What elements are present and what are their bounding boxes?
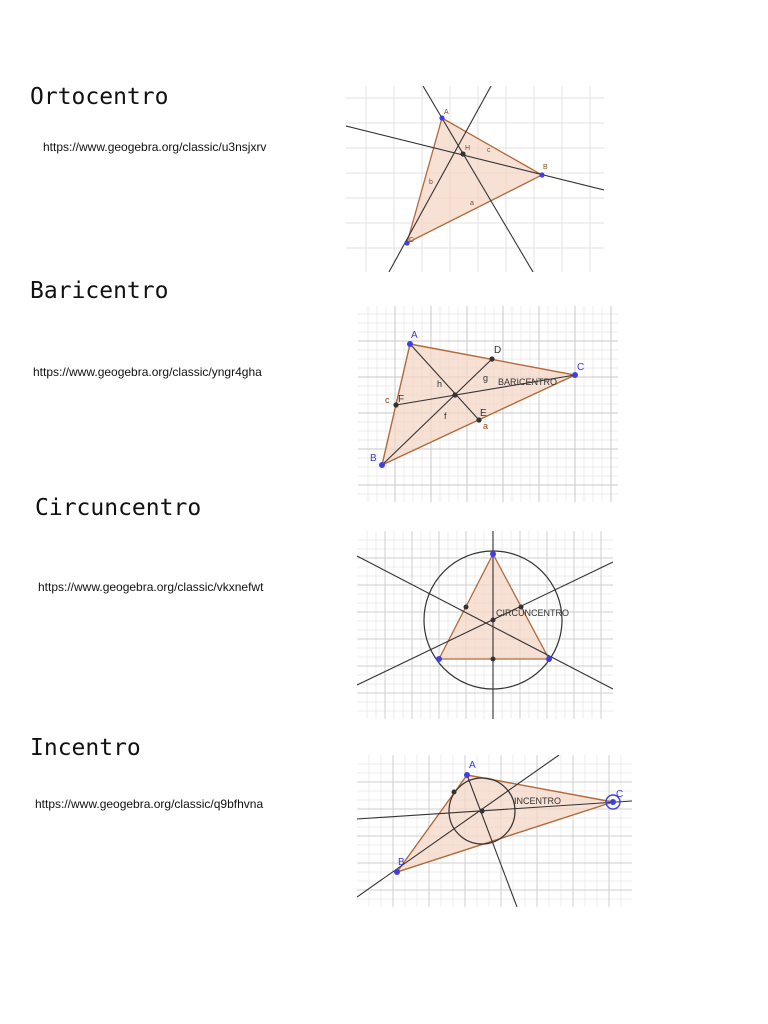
point-b[interactable]: [539, 172, 544, 177]
point-a[interactable]: [464, 772, 470, 778]
label-f-median: f: [444, 411, 447, 421]
triangle: [382, 344, 575, 465]
link-circuncentro[interactable]: https://www.geogebra.org/classic/vkxnefwt: [38, 580, 264, 594]
section-title-ortocentro: Ortocentro: [30, 84, 169, 110]
point-b[interactable]: [379, 462, 385, 468]
point-top[interactable]: [490, 551, 496, 557]
label-g-median: g: [483, 373, 489, 383]
circumcenter-tag: CIRCUNCENTRO: [496, 608, 569, 618]
section-title-baricentro: Baricentro: [30, 278, 169, 304]
incenter-point[interactable]: [479, 808, 484, 813]
ortocentro-graph: [346, 86, 604, 272]
label-b: B: [398, 857, 405, 868]
midpoint-base[interactable]: [491, 657, 496, 662]
label-c: C: [616, 789, 624, 800]
circuncentro-graph: [357, 531, 613, 719]
incentro-graph: [357, 755, 632, 907]
link-incentro[interactable]: https://www.geogebra.org/classic/q9bfhvna: [35, 797, 264, 811]
point-left[interactable]: [436, 656, 442, 662]
label-side-c: c: [487, 147, 491, 154]
figure-baricentro: [358, 306, 618, 502]
triangle: [439, 554, 549, 659]
link-baricentro[interactable]: https://www.geogebra.org/classic/yngr4gha: [33, 365, 262, 379]
label-b: B: [370, 453, 377, 464]
label-e: E: [480, 408, 487, 419]
tangent-point[interactable]: [452, 790, 457, 795]
label-side-a: a: [483, 421, 489, 431]
label-c: C: [409, 237, 415, 244]
label-c: C: [577, 362, 585, 373]
figure-circuncentro: [357, 531, 613, 719]
incenter-tag: INCENTRO: [514, 796, 561, 806]
section-title-circuncentro: Circuncentro: [35, 495, 202, 521]
label-a: A: [469, 760, 476, 771]
label-b: B: [543, 164, 548, 171]
figure-ortocentro: [346, 86, 604, 272]
point-d[interactable]: [489, 356, 494, 361]
baricentro-graph: [358, 306, 618, 502]
link-ortocentro[interactable]: https://www.geogebra.org/classic/u3nsjxrv: [43, 140, 267, 154]
barycenter-tag: BARICENTRO: [498, 377, 558, 387]
label-d: D: [494, 345, 502, 356]
label-side-b: b: [429, 179, 433, 186]
label-a: A: [411, 330, 418, 341]
label-f: F: [398, 394, 405, 405]
label-a: A: [444, 109, 449, 116]
label-h: H: [465, 145, 471, 152]
orthocenter-point[interactable]: [460, 151, 465, 156]
point-b[interactable]: [394, 869, 400, 875]
label-side-c: c: [385, 395, 390, 405]
centroid-point[interactable]: [452, 392, 457, 397]
point-right[interactable]: [546, 656, 552, 662]
point-a[interactable]: [407, 341, 413, 347]
circumcenter-point[interactable]: [491, 618, 496, 623]
point-a[interactable]: [439, 115, 444, 120]
section-title-incentro: Incentro: [30, 735, 141, 761]
label-h-median: h: [437, 379, 443, 389]
label-side-a: a: [470, 200, 474, 207]
figure-incentro: [357, 755, 632, 907]
triangle: [407, 118, 542, 243]
midpoint-left[interactable]: [464, 605, 469, 610]
